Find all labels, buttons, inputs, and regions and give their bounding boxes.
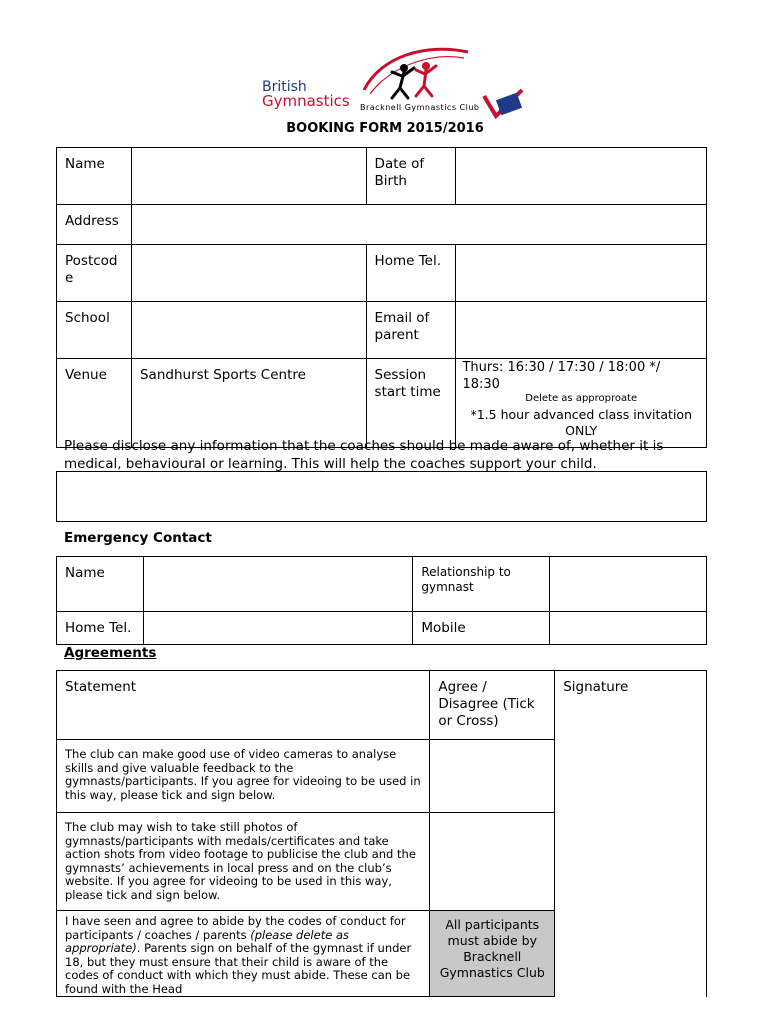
dob-label: Date of Birth: [366, 148, 456, 205]
emergency-home-tel-field[interactable]: [143, 612, 412, 645]
venue-field[interactable]: Sandhurst Sports Centre: [131, 359, 366, 448]
agree-conduct-note: All participants must abide by Bracknell Gymnastics Club: [430, 911, 555, 997]
emergency-name-label: Name: [57, 557, 144, 612]
agreements-title: Agreements: [64, 645, 157, 661]
bg-logo-line1: British: [262, 79, 307, 95]
school-field[interactable]: [131, 302, 366, 359]
club-name: Bracknell Gymnastics Club: [360, 103, 480, 112]
emergency-name-field[interactable]: [143, 557, 412, 612]
emergency-home-tel-label: Home Tel.: [57, 612, 144, 645]
emergency-table: [56, 556, 707, 645]
logo-badge-icon: [482, 86, 524, 120]
session-label: Session start time: [366, 359, 456, 448]
relationship-label: Relationship to gymnast: [413, 557, 550, 612]
home-tel-label: Home Tel.: [366, 245, 456, 302]
agree-photos-field[interactable]: [430, 813, 555, 911]
statement-conduct-b: . Parents sign on behalf of the gymnast if under 18, but they must ensure that their child is aware of the codes of conduct with which they must abide. These can be found with the Head: [65, 941, 412, 996]
agreements-table: [56, 670, 707, 997]
postcode-label: Postcode: [57, 245, 132, 302]
form-title: BOOKING FORM 2015/2016: [286, 121, 484, 136]
name-field[interactable]: [131, 148, 366, 205]
emergency-title: Emergency Contact: [64, 530, 212, 546]
agree-header: Agree / Disagree (Tick or Cross): [430, 671, 555, 740]
session-note: Delete as approproate: [525, 393, 638, 404]
bg-logo-line2: Gymnastics: [262, 92, 350, 110]
mobile-field[interactable]: [550, 612, 707, 645]
session-advanced: *1.5 hour advanced class invitation ONLY: [470, 407, 692, 438]
header-logos: [0, 0, 770, 120]
mobile-label: Mobile: [413, 612, 550, 645]
session-times: Thurs: 16:30 / 17:30 / 18:00 */ 18:30: [462, 360, 661, 392]
email-field[interactable]: [456, 302, 707, 359]
disclosure-field[interactable]: [57, 472, 707, 522]
email-label: Email of parent: [366, 302, 456, 359]
home-tel-field[interactable]: [456, 245, 707, 302]
postcode-field[interactable]: [131, 245, 366, 302]
statement-conduct-italic: (please delete as appropriate): [65, 927, 349, 955]
address-label: Address: [57, 205, 132, 245]
statement-conduct-a: I have seen and agree to abide by the codes of conduct for participants / coaches / parents: [65, 914, 406, 942]
british-gymnastics-logo: [262, 79, 350, 120]
address-field[interactable]: [131, 205, 706, 245]
statement-conduct: [57, 911, 430, 997]
statement-photos: The club may wish to take still photos of gymnasts/participants with medals/certificates and take action shots from video footage to publicise the club and the gymnasts’ achievements in local press and on the club’s website. If you agree for videoing to be used in this way, please tick and sign below.: [57, 813, 430, 911]
disclosure-box: [56, 471, 707, 522]
statement-video: The club can make good use of video cameras to analyse skills and give valuable feedback to the gymnasts/participants. If you agree for videoing to be used in this way, please tick and sign below.: [57, 740, 430, 813]
school-label: School: [57, 302, 132, 359]
session-field[interactable]: [456, 359, 707, 448]
statement-header: Statement: [57, 671, 430, 740]
personal-details-table: [56, 147, 707, 448]
venue-label: Venue: [57, 359, 132, 448]
dob-field[interactable]: [456, 148, 707, 205]
relationship-field[interactable]: [550, 557, 707, 612]
agree-video-field[interactable]: [430, 740, 555, 813]
disclosure-text: Please disclose any information that the coaches should be made aware of, whether it is medical, behavioural or learning. This will help the coaches support your child.: [64, 438, 664, 472]
name-label: Name: [57, 148, 132, 205]
signature-header: Signature: [555, 671, 707, 997]
